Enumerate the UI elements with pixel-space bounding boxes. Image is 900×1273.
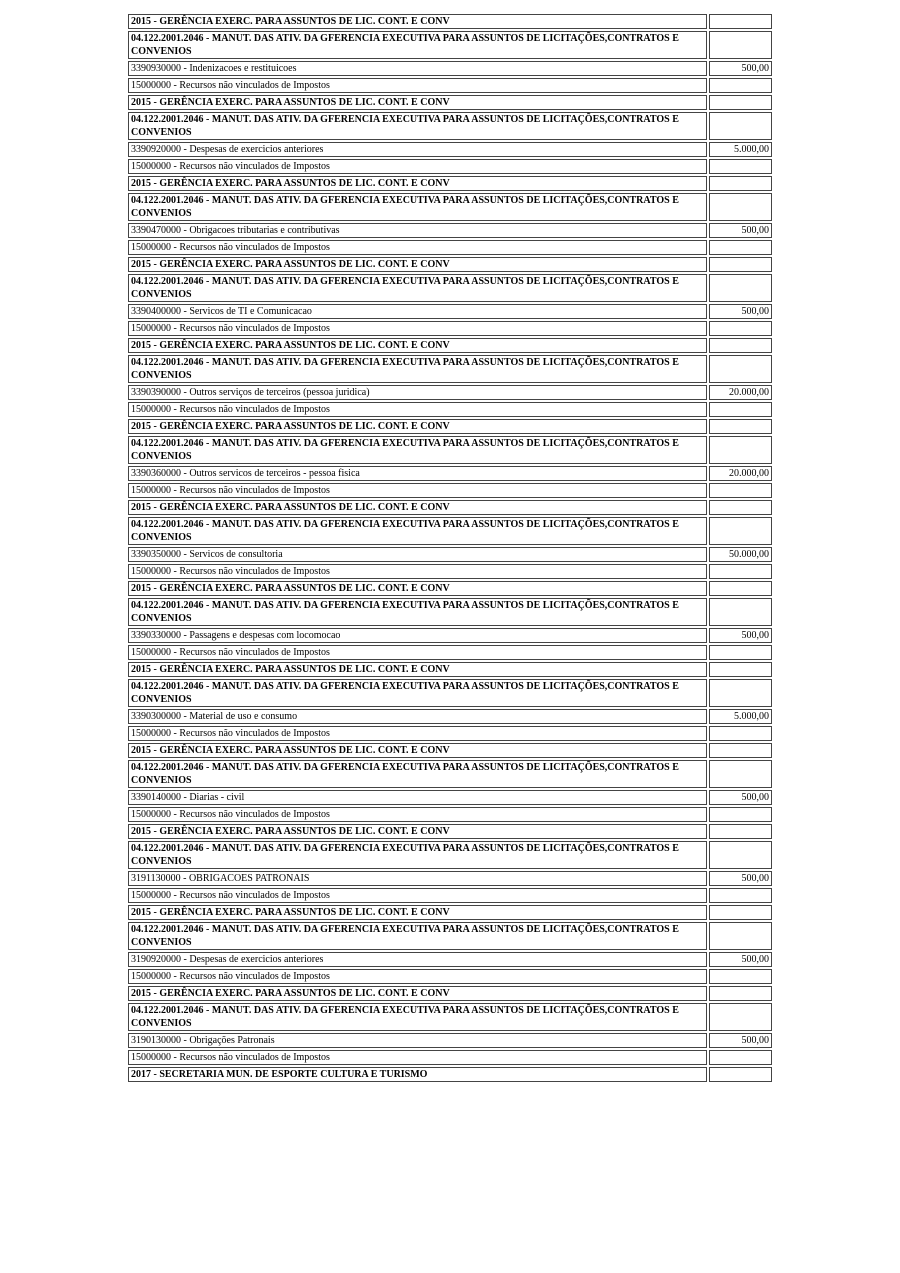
source-row <box>128 78 772 93</box>
expense-row-value: 5.000,00 <box>709 142 772 157</box>
expense-row-value: 500,00 <box>709 304 772 319</box>
org-row <box>128 500 772 515</box>
expense-row-description: 3191130000 - OBRIGACOES PATRONAIS <box>128 871 707 886</box>
source-row <box>128 1050 772 1065</box>
expense-row-value: 20.000,00 <box>709 385 772 400</box>
action-row <box>128 436 772 464</box>
source-row-value <box>709 807 772 822</box>
action-row-value <box>709 1003 772 1031</box>
org-row-description: 2015 - GERÊNCIA EXERC. PARA ASSUNTOS DE LIC. CONT. E CONV <box>128 14 707 29</box>
final-org-row-value <box>709 1067 772 1082</box>
org-row-description: 2015 - GERÊNCIA EXERC. PARA ASSUNTOS DE LIC. CONT. E CONV <box>128 743 707 758</box>
source-row-description: 15000000 - Recursos não vinculados de Impostos <box>128 78 707 93</box>
source-row-description: 15000000 - Recursos não vinculados de Impostos <box>128 321 707 336</box>
action-row-description: 04.122.2001.2046 - MANUT. DAS ATIV. DA GFERENCIA EXECUTIVA PARA ASSUNTOS DE LICITAÇÕES,CONTRATOS E CONVENIOS <box>128 922 707 950</box>
source-row <box>128 321 772 336</box>
expense-row-value: 500,00 <box>709 952 772 967</box>
expense-row <box>128 466 772 481</box>
source-row-value <box>709 321 772 336</box>
org-row-value <box>709 14 772 29</box>
source-row <box>128 726 772 741</box>
source-row-value <box>709 645 772 660</box>
action-row-value <box>709 760 772 788</box>
action-row <box>128 679 772 707</box>
action-row-description: 04.122.2001.2046 - MANUT. DAS ATIV. DA GFERENCIA EXECUTIVA PARA ASSUNTOS DE LICITAÇÕES,CONTRATOS E CONVENIOS <box>128 598 707 626</box>
expense-row-value: 500,00 <box>709 1033 772 1048</box>
action-row <box>128 355 772 383</box>
source-row-description: 15000000 - Recursos não vinculados de Impostos <box>128 888 707 903</box>
source-row <box>128 402 772 417</box>
action-row-description: 04.122.2001.2046 - MANUT. DAS ATIV. DA GFERENCIA EXECUTIVA PARA ASSUNTOS DE LICITAÇÕES,CONTRATOS E CONVENIOS <box>128 112 707 140</box>
org-row-value <box>709 95 772 110</box>
action-row-value <box>709 922 772 950</box>
action-row <box>128 841 772 869</box>
source-row <box>128 159 772 174</box>
final-org-row <box>128 1067 772 1082</box>
action-row-description: 04.122.2001.2046 - MANUT. DAS ATIV. DA GFERENCIA EXECUTIVA PARA ASSUNTOS DE LICITAÇÕES,CONTRATOS E CONVENIOS <box>128 193 707 221</box>
source-row-value <box>709 483 772 498</box>
org-row-value <box>709 905 772 920</box>
org-row <box>128 95 772 110</box>
source-row-description: 15000000 - Recursos não vinculados de Impostos <box>128 240 707 255</box>
budget-table <box>126 12 774 1084</box>
source-row <box>128 888 772 903</box>
budget-table-body <box>128 14 772 1082</box>
expense-row-description: 3390360000 - Outros servicos de terceiros - pessoa fisica <box>128 466 707 481</box>
action-row <box>128 1003 772 1031</box>
org-row <box>128 176 772 191</box>
action-row-description: 04.122.2001.2046 - MANUT. DAS ATIV. DA GFERENCIA EXECUTIVA PARA ASSUNTOS DE LICITAÇÕES,CONTRATOS E CONVENIOS <box>128 1003 707 1031</box>
expense-row-value: 500,00 <box>709 61 772 76</box>
source-row <box>128 807 772 822</box>
expense-row <box>128 61 772 76</box>
org-row <box>128 14 772 29</box>
source-row <box>128 240 772 255</box>
action-row-description: 04.122.2001.2046 - MANUT. DAS ATIV. DA GFERENCIA EXECUTIVA PARA ASSUNTOS DE LICITAÇÕES,CONTRATOS E CONVENIOS <box>128 841 707 869</box>
source-row-description: 15000000 - Recursos não vinculados de Impostos <box>128 402 707 417</box>
action-row-value <box>709 517 772 545</box>
org-row-description: 2015 - GERÊNCIA EXERC. PARA ASSUNTOS DE LIC. CONT. E CONV <box>128 500 707 515</box>
org-row <box>128 257 772 272</box>
expense-row-value: 500,00 <box>709 871 772 886</box>
source-row-value <box>709 1050 772 1065</box>
org-row <box>128 419 772 434</box>
org-row <box>128 743 772 758</box>
org-row-description: 2015 - GERÊNCIA EXERC. PARA ASSUNTOS DE LIC. CONT. E CONV <box>128 338 707 353</box>
action-row-description: 04.122.2001.2046 - MANUT. DAS ATIV. DA GFERENCIA EXECUTIVA PARA ASSUNTOS DE LICITAÇÕES,CONTRATOS E CONVENIOS <box>128 355 707 383</box>
action-row <box>128 922 772 950</box>
source-row-value <box>709 564 772 579</box>
source-row-value <box>709 888 772 903</box>
expense-row <box>128 628 772 643</box>
source-row-value <box>709 159 772 174</box>
expense-row <box>128 790 772 805</box>
action-row <box>128 517 772 545</box>
source-row <box>128 645 772 660</box>
action-row <box>128 274 772 302</box>
source-row-description: 15000000 - Recursos não vinculados de Impostos <box>128 807 707 822</box>
expense-row <box>128 547 772 562</box>
expense-row-description: 3390470000 - Obrigacoes tributarias e contributivas <box>128 223 707 238</box>
action-row-value <box>709 31 772 59</box>
expense-row <box>128 709 772 724</box>
source-row-description: 15000000 - Recursos não vinculados de Impostos <box>128 159 707 174</box>
org-row-description: 2015 - GERÊNCIA EXERC. PARA ASSUNTOS DE LIC. CONT. E CONV <box>128 986 707 1001</box>
org-row-value <box>709 257 772 272</box>
action-row <box>128 760 772 788</box>
expense-row-value: 500,00 <box>709 790 772 805</box>
final-org-row-description: 2017 - SECRETARIA MUN. DE ESPORTE CULTURA E TURISMO <box>128 1067 707 1082</box>
expense-row <box>128 871 772 886</box>
action-row-description: 04.122.2001.2046 - MANUT. DAS ATIV. DA GFERENCIA EXECUTIVA PARA ASSUNTOS DE LICITAÇÕES,CONTRATOS E CONVENIOS <box>128 679 707 707</box>
org-row-description: 2015 - GERÊNCIA EXERC. PARA ASSUNTOS DE LIC. CONT. E CONV <box>128 95 707 110</box>
action-row <box>128 193 772 221</box>
org-row <box>128 662 772 677</box>
org-row-description: 2015 - GERÊNCIA EXERC. PARA ASSUNTOS DE LIC. CONT. E CONV <box>128 581 707 596</box>
expense-row-description: 3390920000 - Despesas de exercicios anteriores <box>128 142 707 157</box>
org-row-value <box>709 176 772 191</box>
action-row-value <box>709 112 772 140</box>
expense-row-description: 3390350000 - Servicos de consultoria <box>128 547 707 562</box>
action-row <box>128 598 772 626</box>
org-row <box>128 581 772 596</box>
action-row-description: 04.122.2001.2046 - MANUT. DAS ATIV. DA GFERENCIA EXECUTIVA PARA ASSUNTOS DE LICITAÇÕES,CONTRATOS E CONVENIOS <box>128 760 707 788</box>
expense-row-value: 50.000,00 <box>709 547 772 562</box>
org-row-description: 2015 - GERÊNCIA EXERC. PARA ASSUNTOS DE LIC. CONT. E CONV <box>128 662 707 677</box>
org-row <box>128 905 772 920</box>
action-row-value <box>709 355 772 383</box>
org-row-value <box>709 581 772 596</box>
action-row-value <box>709 841 772 869</box>
expense-row <box>128 1033 772 1048</box>
expense-row-description: 3390930000 - Indenizacoes e restituicoes <box>128 61 707 76</box>
expense-row-description: 3390390000 - Outros serviços de terceiros (pessoa juridica) <box>128 385 707 400</box>
source-row-description: 15000000 - Recursos não vinculados de Impostos <box>128 726 707 741</box>
expense-row-value: 500,00 <box>709 628 772 643</box>
source-row <box>128 969 772 984</box>
expense-row <box>128 142 772 157</box>
org-row-value <box>709 824 772 839</box>
source-row-description: 15000000 - Recursos não vinculados de Impostos <box>128 483 707 498</box>
org-row-description: 2015 - GERÊNCIA EXERC. PARA ASSUNTOS DE LIC. CONT. E CONV <box>128 824 707 839</box>
org-row-value <box>709 338 772 353</box>
source-row-description: 15000000 - Recursos não vinculados de Impostos <box>128 1050 707 1065</box>
action-row-description: 04.122.2001.2046 - MANUT. DAS ATIV. DA GFERENCIA EXECUTIVA PARA ASSUNTOS DE LICITAÇÕES,CONTRATOS E CONVENIOS <box>128 31 707 59</box>
action-row-value <box>709 598 772 626</box>
source-row <box>128 564 772 579</box>
expense-row-value: 20.000,00 <box>709 466 772 481</box>
source-row-value <box>709 402 772 417</box>
action-row-description: 04.122.2001.2046 - MANUT. DAS ATIV. DA GFERENCIA EXECUTIVA PARA ASSUNTOS DE LICITAÇÕES,CONTRATOS E CONVENIOS <box>128 436 707 464</box>
action-row <box>128 112 772 140</box>
org-row-description: 2015 - GERÊNCIA EXERC. PARA ASSUNTOS DE LIC. CONT. E CONV <box>128 176 707 191</box>
expense-row <box>128 223 772 238</box>
org-row-description: 2015 - GERÊNCIA EXERC. PARA ASSUNTOS DE LIC. CONT. E CONV <box>128 419 707 434</box>
expense-row <box>128 304 772 319</box>
org-row <box>128 824 772 839</box>
source-row-description: 15000000 - Recursos não vinculados de Impostos <box>128 969 707 984</box>
expense-row-description: 3390400000 - Servicos de TI e Comunicacao <box>128 304 707 319</box>
expense-row-description: 3190920000 - Despesas de exercicios anteriores <box>128 952 707 967</box>
source-row-value <box>709 726 772 741</box>
expense-row-description: 3390140000 - Diarias - civil <box>128 790 707 805</box>
org-row-value <box>709 743 772 758</box>
expense-row-description: 3190130000 - Obrigações Patronais <box>128 1033 707 1048</box>
expense-row-value: 500,00 <box>709 223 772 238</box>
source-row-value <box>709 240 772 255</box>
action-row-description: 04.122.2001.2046 - MANUT. DAS ATIV. DA GFERENCIA EXECUTIVA PARA ASSUNTOS DE LICITAÇÕES,CONTRATOS E CONVENIOS <box>128 517 707 545</box>
org-row-value <box>709 986 772 1001</box>
source-row-value <box>709 78 772 93</box>
expense-row-value: 5.000,00 <box>709 709 772 724</box>
action-row-description: 04.122.2001.2046 - MANUT. DAS ATIV. DA GFERENCIA EXECUTIVA PARA ASSUNTOS DE LICITAÇÕES,CONTRATOS E CONVENIOS <box>128 274 707 302</box>
source-row-value <box>709 969 772 984</box>
org-row <box>128 338 772 353</box>
source-row-description: 15000000 - Recursos não vinculados de Impostos <box>128 645 707 660</box>
action-row-value <box>709 679 772 707</box>
org-row-description: 2015 - GERÊNCIA EXERC. PARA ASSUNTOS DE LIC. CONT. E CONV <box>128 257 707 272</box>
action-row-value <box>709 436 772 464</box>
action-row-value <box>709 193 772 221</box>
org-row-value <box>709 419 772 434</box>
expense-row-description: 3390300000 - Material de uso e consumo <box>128 709 707 724</box>
source-row <box>128 483 772 498</box>
org-row-description: 2015 - GERÊNCIA EXERC. PARA ASSUNTOS DE LIC. CONT. E CONV <box>128 905 707 920</box>
action-row <box>128 31 772 59</box>
org-row <box>128 986 772 1001</box>
source-row-description: 15000000 - Recursos não vinculados de Impostos <box>128 564 707 579</box>
org-row-value <box>709 662 772 677</box>
expense-row <box>128 385 772 400</box>
org-row-value <box>709 500 772 515</box>
action-row-value <box>709 274 772 302</box>
expense-row <box>128 952 772 967</box>
expense-row-description: 3390330000 - Passagens e despesas com locomocao <box>128 628 707 643</box>
